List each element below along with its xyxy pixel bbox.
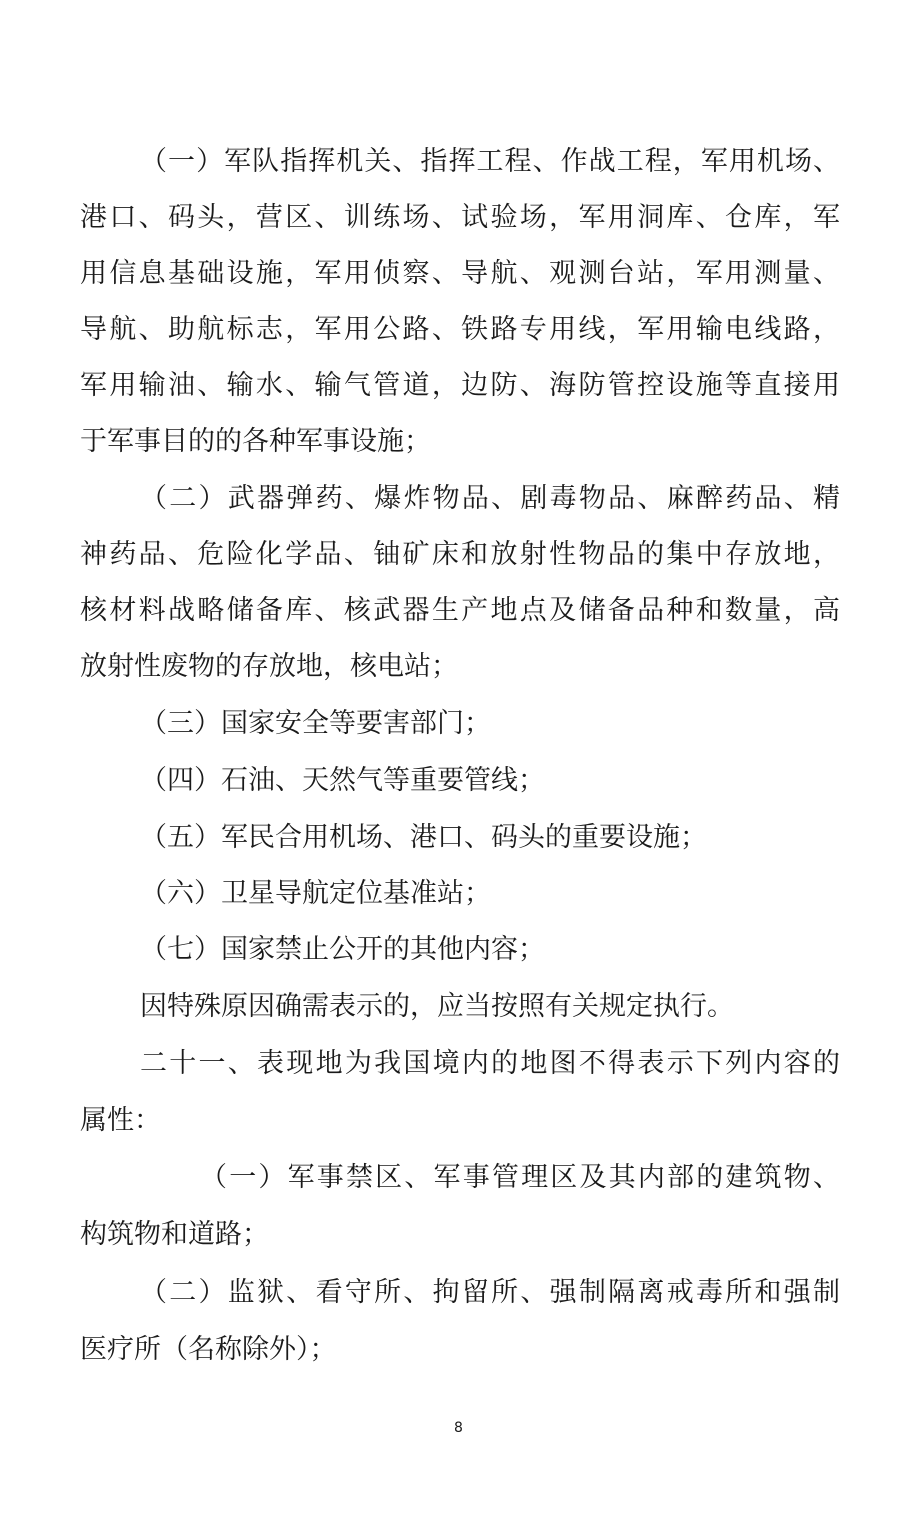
text-line: （六）卫星导航定位基准站； bbox=[140, 878, 491, 909]
text-line: 属性： bbox=[80, 1105, 161, 1136]
text-line: （二）武器弹药、爆炸物品、剧毒物品、麻醉药品、精 bbox=[140, 483, 840, 514]
page-number: 8 bbox=[454, 1420, 463, 1436]
text-line: 军用输油、输水、输气管道，边防、海防管控设施等直接用 bbox=[80, 370, 840, 401]
text-line: 核材料战略储备库、核武器生产地点及储备品种和数量，高 bbox=[80, 595, 840, 626]
text-line: 构筑物和道路； bbox=[80, 1219, 269, 1250]
text-line: （二）监狱、看守所、拘留所、强制隔离戒毒所和强制 bbox=[140, 1277, 840, 1308]
text-line: 用信息基础设施，军用侦察、导航、观测台站，军用测量、 bbox=[80, 258, 840, 289]
text-line: 神药品、危险化学品、铀矿床和放射性物品的集中存放地， bbox=[80, 539, 840, 570]
text-line: （五）军民合用机场、港口、码头的重要设施； bbox=[140, 822, 707, 853]
text-line: （三）国家安全等要害部门； bbox=[140, 708, 491, 739]
text-line: 二十一、表现地为我国境内的地图不得表示下列内容的 bbox=[140, 1048, 840, 1079]
text-line: （一）军队指挥机关、指挥工程、作战工程，军用机场、 bbox=[140, 146, 840, 177]
text-line: （七）国家禁止公开的其他内容； bbox=[140, 934, 545, 965]
text-line: 导航、助航标志，军用公路、铁路专用线，军用输电线路， bbox=[80, 314, 840, 345]
text-line: 医疗所（名称除外）； bbox=[80, 1334, 337, 1365]
text-line: 因特殊原因确需表示的，应当按照有关规定执行。 bbox=[140, 991, 734, 1022]
text-line: 于军事目的的各种军事设施； bbox=[80, 426, 431, 457]
text-line: 放射性废物的存放地，核电站； bbox=[80, 651, 458, 682]
text-line: （一）军事禁区、军事管理区及其内部的建筑物、 bbox=[200, 1162, 840, 1193]
text-line: 港口、码头，营区、训练场、试验场，军用洞库、仓库，军 bbox=[80, 202, 840, 233]
text-line: （四）石油、天然气等重要管线； bbox=[140, 765, 545, 796]
